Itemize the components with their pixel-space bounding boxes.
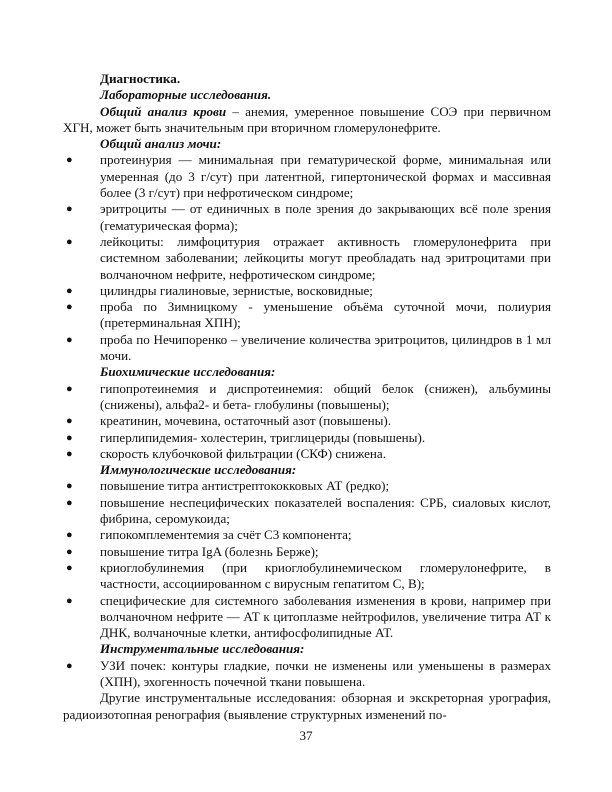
list-item: ● проба по Нечипоренко – увеличение количества эритроцитов, цилиндров в 1 мл мочи.	[66, 331, 551, 364]
list-item: ● повышение титра IgA (болезнь Берже);	[66, 543, 319, 559]
blood-analysis-label: Общий анализ крови	[100, 103, 227, 119]
list-item: ● скорость клубочковой фильтрации (СКФ) снижена.	[66, 445, 387, 461]
bullet-icon: ●	[66, 561, 73, 574]
bullet-icon: ●	[66, 496, 73, 509]
bullet-icon: ●	[66, 284, 73, 297]
list-item: ● лейкоциты: лимфоцитурия отражает активность гломерулонефрита при системном заболевании; лейкоциты могут преобладать над эритроцитами при волчаночном нефрите, нефротическом синдроме;	[66, 233, 551, 282]
bullet-icon: ●	[66, 529, 73, 542]
bullet-icon: ●	[66, 594, 73, 607]
immunology-list	[63, 478, 551, 641]
bullet-icon: ●	[66, 415, 73, 428]
list-item: ● повышение титра антистрептококковых АТ (редко);	[66, 478, 390, 494]
bullet-icon: ●	[66, 480, 73, 493]
list-item: ● гипопротеинемия и диспротеинемия: общий белок (снижен), альбумины (снижены), альфа2- и бета- глобулины (повышены);	[66, 380, 551, 412]
other-studies-paragraph: Другие инструментальные исследования: обзорная и экскреторная урография, радиоизотопная ренография (выявление структурных изменений по-	[63, 690, 551, 722]
immunology-heading: Иммунологические исследования:	[100, 462, 297, 478]
list-item: ● повышение неспецифических показателей воспаления: СРБ, сиаловых кислот, фибрина, серомукоида;	[66, 494, 551, 527]
instrumental-list	[63, 658, 551, 691]
biochemistry-list	[63, 381, 551, 462]
list-item: ● проба по Зимницкому - уменьшение объёма суточной мочи, полиурия (претерминальная ХПН);	[66, 299, 551, 331]
bullet-icon: ●	[66, 447, 73, 460]
instrumental-heading: Инструментальные исследования:	[100, 641, 305, 657]
bullet-icon: ●	[66, 382, 73, 395]
blood-analysis-paragraph	[63, 104, 551, 137]
lab-tests-heading: Лабораторные исследования.	[100, 87, 272, 103]
bullet-icon: ●	[66, 154, 73, 167]
list-item: ● специфические для системного заболевания изменения в крови, например при волчаночном нефрите — АТ к цитоплазме нейтрофилов, увеличение титра АТ к ДНК, волчаночные клетки, антифосфолипидные АТ.	[66, 592, 551, 641]
list-item: ● креатинин, мочевина, остаточный азот (повышены).	[66, 413, 392, 429]
list-item: ● эритроциты — от единичных в поле зрения до закрывающих всё поле зрения (гематурическая форма);	[66, 201, 551, 233]
bullet-icon: ●	[66, 333, 73, 346]
urine-analysis-heading: Общий анализ мочи:	[100, 136, 222, 152]
bullet-icon: ●	[66, 235, 73, 248]
bullet-icon: ●	[66, 659, 73, 672]
page-number: 37	[299, 728, 313, 743]
bullet-icon: ●	[66, 431, 73, 444]
bullet-icon: ●	[66, 545, 73, 558]
bullet-icon: ●	[66, 203, 73, 216]
biochemistry-heading: Биохимические исследования:	[100, 364, 276, 380]
blood-analysis-text: – анемия, умеренное повышение СОЭ при первичном ХГН, может быть значительным при вторичном гломерулонефрите.	[63, 103, 551, 135]
page-content	[63, 71, 551, 723]
diagnostics-heading: Диагностика.	[100, 71, 181, 86]
bullet-icon: ●	[66, 301, 73, 314]
list-item: ● криоглобулинемия (при криоглобулинемическом гломерулонефрите, в частности, ассоциированном с вирусным гепатитом С, В);	[66, 559, 551, 592]
list-item: ● цилиндры гиалиновые, зернистые, восковидные;	[66, 282, 373, 298]
urine-analysis-list	[63, 152, 551, 364]
list-item: ● гиперлипидемия- холестерин, триглицериды (повышены).	[66, 429, 426, 445]
list-item: ● УЗИ почек: контуры гладкие, почки не изменены или уменьшены в размерах (ХПН), эхогенность почечной ткани повышена.	[66, 657, 551, 689]
list-item: ● гипокомплементемия за счёт С3 компонента;	[66, 527, 352, 543]
list-item: ● протеинурия — минимальная при гематурической форме, минимальная или умеренная (до 3 г/сут) при латентной, гипертонической формах и массивная более (3 г/сут) при нефротическом синдроме;	[66, 152, 551, 201]
